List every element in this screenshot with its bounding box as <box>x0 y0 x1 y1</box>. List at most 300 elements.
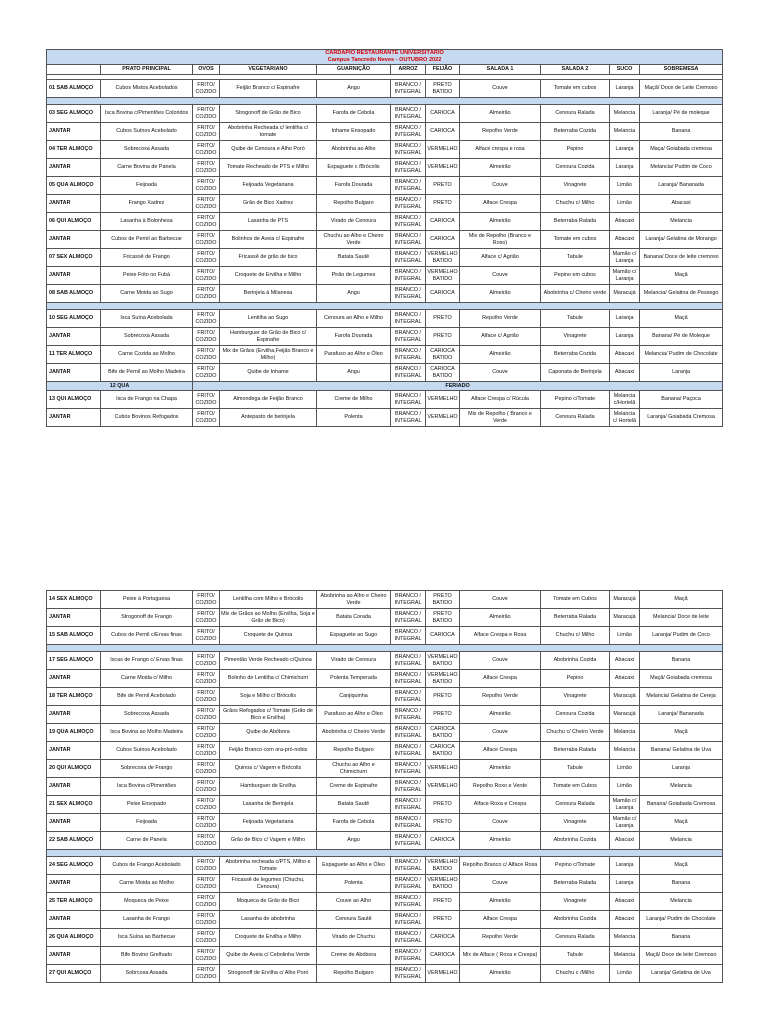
rice-cell: BRANCO / INTEGRAL <box>391 346 426 364</box>
juice-cell: Melancia <box>610 105 640 123</box>
vegetarian-cell: Mix de Grãos ao Molho (Ervilha, Soja e Grão de Bico) <box>220 609 317 627</box>
beans-cell: PRETO BATIDO <box>426 80 460 98</box>
rice-cell: BRANCO / INTEGRAL <box>391 328 426 346</box>
main-dish-cell: Peixe Ensopado <box>101 796 193 814</box>
juice-cell: Limão <box>610 627 640 645</box>
salad1-cell: Couve <box>460 267 541 285</box>
rice-cell: BRANCO / INTEGRAL <box>391 391 426 409</box>
side-dish-cell: Virado de Cenoura <box>317 213 391 231</box>
dessert-cell: Banana <box>640 652 723 670</box>
eggs-cell: FRITO/ COZIDO <box>193 778 220 796</box>
vegetarian-cell: Tomate Recheado de PTS e Milho <box>220 159 317 177</box>
day-cell: 22 SAB ALMOÇO <box>47 832 101 850</box>
salad2-cell: Beterraba Ralada <box>541 213 610 231</box>
juice-cell: Abacaxi <box>610 832 640 850</box>
rice-cell: BRANCO / INTEGRAL <box>391 141 426 159</box>
side-dish-cell: Angu <box>317 285 391 303</box>
dessert-cell: Maçã <box>640 591 723 609</box>
juice-cell: Abacaxi <box>610 364 640 382</box>
beans-cell: PRETO <box>426 688 460 706</box>
rice-cell: BRANCO / INTEGRAL <box>391 177 426 195</box>
salad1-cell: Couve <box>460 724 541 742</box>
side-dish-cell: Chuchu ao Alho e Chimichurri <box>317 760 391 778</box>
main-dish-cell: Feijoada <box>101 177 193 195</box>
eggs-cell: FRITO/ COZIDO <box>193 947 220 965</box>
vegetarian-cell: Strogonoff de Grão de Bico <box>220 105 317 123</box>
juice-cell: Mamão c/ Laranja <box>610 249 640 267</box>
beans-cell: VERMELHO <box>426 965 460 983</box>
vegetarian-cell: Lasanha de Berinjela <box>220 796 317 814</box>
menu-row <box>47 947 723 965</box>
juice-cell: Abacaxi <box>610 652 640 670</box>
day-cell: 21 SEX ALMOÇO <box>47 796 101 814</box>
juice-cell: Laranja <box>610 875 640 893</box>
eggs-cell: FRITO/ COZIDO <box>193 328 220 346</box>
beans-cell: CARIOCA <box>426 105 460 123</box>
beans-cell: PRETO BATIDO <box>426 591 460 609</box>
day-cell: 08 SAB ALMOÇO <box>47 285 101 303</box>
rice-cell: BRANCO / INTEGRAL <box>391 267 426 285</box>
juice-cell: Limão <box>610 177 640 195</box>
rice-cell: BRANCO / INTEGRAL <box>391 688 426 706</box>
eggs-cell: FRITO/ COZIDO <box>193 249 220 267</box>
salad2-cell: Chuchu c /Milho <box>541 965 610 983</box>
rice-cell: BRANCO / INTEGRAL <box>391 832 426 850</box>
rice-cell: BRANCO / INTEGRAL <box>391 814 426 832</box>
day-cell: 13 QUI ALMOÇO <box>47 391 101 409</box>
menu-table-2 <box>46 590 723 983</box>
vegetarian-cell: Quibe de Abóbora <box>220 724 317 742</box>
rice-cell: BRANCO / INTEGRAL <box>391 80 426 98</box>
main-dish-cell: Carne Bovina de Panela <box>101 159 193 177</box>
dessert-cell: Melancia/ Doce de leite <box>640 609 723 627</box>
eggs-cell: FRITO/ COZIDO <box>193 652 220 670</box>
menu-row <box>47 670 723 688</box>
dessert-cell: Maça/ Goiabada cremosa <box>640 141 723 159</box>
menu-row <box>47 609 723 627</box>
side-dish-cell: Farofa Dourada <box>317 177 391 195</box>
eggs-cell: FRITO/ COZIDO <box>193 310 220 328</box>
side-dish-cell: Parafuso ao Alho e Óleo <box>317 706 391 724</box>
menu-row <box>47 177 723 195</box>
main-dish-cell: Bife Bovino Grelhado <box>101 947 193 965</box>
rice-cell: BRANCO / INTEGRAL <box>391 627 426 645</box>
salad2-cell: Chuchu c/ Cheiro Verde <box>541 724 610 742</box>
salad1-cell: Almeirão <box>460 893 541 911</box>
side-dish-cell: Farofa Dourada <box>317 328 391 346</box>
juice-cell: Maracujá <box>610 706 640 724</box>
juice-cell: Mamão c/ Laranja <box>610 814 640 832</box>
dessert-cell: Banana/ Goiabada Cremosa <box>640 796 723 814</box>
salad1-cell: Almeirão <box>460 159 541 177</box>
side-dish-cell: Virado de Chuchu <box>317 929 391 947</box>
rice-cell: BRANCO / INTEGRAL <box>391 724 426 742</box>
salad2-cell: Vinagrete <box>541 688 610 706</box>
dessert-cell: Banana/ Doce de leite cremoso <box>640 249 723 267</box>
main-dish-cell: Peixe Frito no Fubá <box>101 267 193 285</box>
day-cell: JANTAR <box>47 814 101 832</box>
separator-cell <box>47 98 723 105</box>
dessert-cell: Banana <box>640 875 723 893</box>
eggs-cell: FRITO/ COZIDO <box>193 123 220 141</box>
side-dish-cell: Batata Corada <box>317 609 391 627</box>
eggs-cell: FRITO/ COZIDO <box>193 742 220 760</box>
salad2-cell: Tomate em cubos <box>541 231 610 249</box>
menu-sheet-1 <box>46 49 722 427</box>
rice-cell: BRANCO / INTEGRAL <box>391 652 426 670</box>
day-cell: 07 SEX ALMOÇO <box>47 249 101 267</box>
vegetarian-cell: Bolinhos de Aveia c/ Espinafre <box>220 231 317 249</box>
main-dish-cell: Isca Bovina c/Pimentões Coloridos <box>101 105 193 123</box>
salad2-cell: Beterraba Ralada <box>541 742 610 760</box>
main-dish-cell: Bife de Pernil ao Molho Madeira <box>101 364 193 382</box>
dessert-cell: Melancia <box>640 213 723 231</box>
juice-cell: Abacaxi <box>610 893 640 911</box>
salad2-cell: Cenoura Cozida <box>541 159 610 177</box>
side-dish-cell: Creme de Espinafre <box>317 778 391 796</box>
salad2-cell: Cenoura Ralada <box>541 796 610 814</box>
rice-cell: BRANCO / INTEGRAL <box>391 285 426 303</box>
rice-cell: BRANCO / INTEGRAL <box>391 947 426 965</box>
menu-row <box>47 328 723 346</box>
salad1-cell: Mix de Repolho (Branco e Roxo) <box>460 231 541 249</box>
main-dish-cell: Carne Moida c/ Milho <box>101 670 193 688</box>
side-dish-cell: Polenta <box>317 875 391 893</box>
header-row <box>47 65 723 75</box>
week-separator <box>47 645 723 652</box>
eggs-cell: FRITO/ COZIDO <box>193 213 220 231</box>
salad1-cell: Almeirão <box>460 965 541 983</box>
beans-cell: CARIOCA <box>426 285 460 303</box>
vegetarian-cell: Bolinho de Lentilha c/ Chimichurri <box>220 670 317 688</box>
beans-cell: VERMELHO <box>426 778 460 796</box>
day-cell: JANTAR <box>47 409 101 427</box>
menu-row <box>47 159 723 177</box>
beans-cell: VERMELHO <box>426 760 460 778</box>
beans-cell: PRETO <box>426 911 460 929</box>
column-header: SALADA 2 <box>541 65 610 75</box>
vegetarian-cell: Lasanha de abobrinha <box>220 911 317 929</box>
juice-cell: Laranja <box>610 310 640 328</box>
eggs-cell: FRITO/ COZIDO <box>193 875 220 893</box>
rice-cell: BRANCO / INTEGRAL <box>391 609 426 627</box>
vegetarian-cell: Moqueca de Grão de Bico <box>220 893 317 911</box>
main-dish-cell: Sobrecoxa Assada <box>101 328 193 346</box>
dessert-cell: Maçã/ Goiabada cremosa <box>640 670 723 688</box>
salad1-cell: Almeirão <box>460 285 541 303</box>
vegetarian-cell: Hamburguer de Grão de Bico c/ Espinafre <box>220 328 317 346</box>
side-dish-cell: Espaguete c /Brócolis <box>317 159 391 177</box>
dessert-cell: Maçã <box>640 310 723 328</box>
column-header: OVOS <box>193 65 220 75</box>
main-dish-cell: Frango Xadrez <box>101 195 193 213</box>
column-header: VEGETARIANO <box>220 65 317 75</box>
salad2-cell: Vinagrete <box>541 177 610 195</box>
juice-cell: Laranja <box>610 159 640 177</box>
day-cell: 03 SEG ALMOÇO <box>47 105 101 123</box>
menu-row <box>47 195 723 213</box>
main-dish-cell: Cubos de Frango Acebolado <box>101 857 193 875</box>
salad1-cell: Repolho Verde <box>460 310 541 328</box>
rice-cell: BRANCO / INTEGRAL <box>391 195 426 213</box>
main-dish-cell: Peixe à Portuguesa <box>101 591 193 609</box>
beans-cell: PRETO <box>426 814 460 832</box>
salad1-cell: Alface c/ Agrião <box>460 328 541 346</box>
menu-row <box>47 249 723 267</box>
dessert-cell: Banana <box>640 929 723 947</box>
eggs-cell: FRITO/ COZIDO <box>193 285 220 303</box>
separator-cell <box>47 645 723 652</box>
main-dish-cell: Cubos Suínos Acebolado <box>101 123 193 141</box>
menu-row <box>47 141 723 159</box>
day-cell: 19 QUA ALMOÇO <box>47 724 101 742</box>
salad2-cell: Vinagrete <box>541 893 610 911</box>
menu-row <box>47 627 723 645</box>
beans-cell: VERMELHO <box>426 159 460 177</box>
day-cell: JANTAR <box>47 875 101 893</box>
rice-cell: BRANCO / INTEGRAL <box>391 796 426 814</box>
vegetarian-cell: Pimentão Verde Recheado c/Quinoa <box>220 652 317 670</box>
menu-row <box>47 724 723 742</box>
rice-cell: BRANCO / INTEGRAL <box>391 670 426 688</box>
menu-row <box>47 760 723 778</box>
vegetarian-cell: Feijão Branco com ora-pró-nobis <box>220 742 317 760</box>
menu-row <box>47 346 723 364</box>
vegetarian-cell: Feijão Branco c/ Espinafre <box>220 80 317 98</box>
side-dish-cell: Repolho Bulgaro <box>317 965 391 983</box>
salad1-cell: Alface Crespa c/ Rúcula <box>460 391 541 409</box>
side-dish-cell: Couve ao Alho <box>317 893 391 911</box>
juice-cell: Maracujá <box>610 591 640 609</box>
day-cell: JANTAR <box>47 670 101 688</box>
beans-cell: VERMELHO <box>426 141 460 159</box>
salad2-cell: Cenoura Ralada <box>541 929 610 947</box>
salad2-cell: Beterraba Ralada <box>541 609 610 627</box>
beans-cell: VERMELHO BATIDO <box>426 249 460 267</box>
vegetarian-cell: Quibe de Aveia c/ Cebolinha Verde <box>220 947 317 965</box>
day-cell: JANTAR <box>47 231 101 249</box>
main-dish-cell: Sobrecoxa Assada <box>101 706 193 724</box>
salad2-cell: Beterraba Cozida <box>541 123 610 141</box>
eggs-cell: FRITO/ COZIDO <box>193 80 220 98</box>
day-cell: 24 SEG ALMOÇO <box>47 857 101 875</box>
rice-cell: BRANCO / INTEGRAL <box>391 249 426 267</box>
rice-cell: BRANCO / INTEGRAL <box>391 105 426 123</box>
side-dish-cell: Creme de Milho <box>317 391 391 409</box>
salad2-cell: Beterraba Cozida <box>541 346 610 364</box>
juice-cell: Melancia <box>610 929 640 947</box>
rice-cell: BRANCO / INTEGRAL <box>391 857 426 875</box>
dessert-cell: Melancia/ Gelatina de Pessego <box>640 285 723 303</box>
salad1-cell: Couve <box>460 591 541 609</box>
eggs-cell: FRITO/ COZIDO <box>193 706 220 724</box>
eggs-cell: FRITO/ COZIDO <box>193 105 220 123</box>
juice-cell: Limão <box>610 965 640 983</box>
dessert-cell: Maçã/ Doce de Leite Cremoso <box>640 80 723 98</box>
juice-cell: Laranja <box>610 80 640 98</box>
eggs-cell: FRITO/ COZIDO <box>193 929 220 947</box>
column-header: SOBREMESA <box>640 65 723 75</box>
dessert-cell: Laranja <box>640 364 723 382</box>
holiday-label: FERIADO <box>193 382 723 391</box>
menu-row <box>47 409 723 427</box>
salad2-cell: Vinagrete <box>541 328 610 346</box>
side-dish-cell: Espaguete ao Sugo <box>317 627 391 645</box>
eggs-cell: FRITO/ COZIDO <box>193 409 220 427</box>
menu-row <box>47 857 723 875</box>
side-dish-cell: Cenoura ao Alho e Milho <box>317 310 391 328</box>
menu-table-1 <box>46 49 723 427</box>
vegetarian-cell: Grão de Bico c/ Vagem e Milho <box>220 832 317 850</box>
dessert-cell: Laranja <box>640 760 723 778</box>
rice-cell: BRANCO / INTEGRAL <box>391 911 426 929</box>
vegetarian-cell: Soja e Milho c/ Brócolis <box>220 688 317 706</box>
vegetarian-cell: Croquete de Quinoa <box>220 627 317 645</box>
main-dish-cell: Carne Moida ao Molho <box>101 875 193 893</box>
day-cell: JANTAR <box>47 123 101 141</box>
day-cell: 04 TER ALMOÇO <box>47 141 101 159</box>
vegetarian-cell: Croquete de Ervilha e Milho <box>220 929 317 947</box>
main-dish-cell: Carne Cozida ao Molho <box>101 346 193 364</box>
column-header: FEIJÃO <box>426 65 460 75</box>
beans-cell: CARIOCA <box>426 123 460 141</box>
salad1-cell: Alface Crespa <box>460 195 541 213</box>
rice-cell: BRANCO / INTEGRAL <box>391 213 426 231</box>
dessert-cell: Banana/ Pé de Moleque <box>640 328 723 346</box>
day-cell: 06 QUI ALMOÇO <box>47 213 101 231</box>
eggs-cell: FRITO/ COZIDO <box>193 911 220 929</box>
holiday-day: 12 QUA <box>47 382 193 391</box>
rice-cell: BRANCO / INTEGRAL <box>391 778 426 796</box>
juice-cell: Limão <box>610 195 640 213</box>
salad2-cell: Cenoura Ralada <box>541 409 610 427</box>
day-cell: 17 SEG ALMOÇO <box>47 652 101 670</box>
salad1-cell: Alface Crespa <box>460 670 541 688</box>
salad2-cell: Tabule <box>541 760 610 778</box>
salad2-cell: Cenoura Ralada <box>541 105 610 123</box>
dessert-cell: Laranja/ Gelatina de Uva <box>640 965 723 983</box>
eggs-cell: FRITO/ COZIDO <box>193 364 220 382</box>
menu-sheet-2 <box>46 590 722 983</box>
salad2-cell: Abobrinha Cozida <box>541 652 610 670</box>
beans-cell: VERMELHO <box>426 409 460 427</box>
column-header: SUCO <box>610 65 640 75</box>
juice-cell: Abacaxi <box>610 670 640 688</box>
vegetarian-cell: Grão de Bico Xadrez <box>220 195 317 213</box>
menu-row <box>47 875 723 893</box>
dessert-cell: Maçã <box>640 724 723 742</box>
vegetarian-cell: Antepasto de berinjela <box>220 409 317 427</box>
eggs-cell: FRITO/ COZIDO <box>193 670 220 688</box>
juice-cell: Melancia <box>610 724 640 742</box>
vegetarian-cell: Grãos Refogados c/ Tomate (Grão de Bico e Ervilha) <box>220 706 317 724</box>
day-cell: 11 TER ALMOÇO <box>47 346 101 364</box>
dessert-cell: Melancia <box>640 832 723 850</box>
menu-row <box>47 591 723 609</box>
menu-row <box>47 267 723 285</box>
salad2-cell: Tomate em Cubos <box>541 778 610 796</box>
main-dish-cell: Sobrcoxa Assada <box>101 965 193 983</box>
day-cell: JANTAR <box>47 267 101 285</box>
beans-cell: PRETO <box>426 310 460 328</box>
column-header: PRATO PRINCIPAL <box>101 65 193 75</box>
salad1-cell: Alface Crespa e Rosa <box>460 627 541 645</box>
side-dish-cell: Pirão de Legumes <box>317 267 391 285</box>
beans-cell: VERMELHO BATIDO <box>426 652 460 670</box>
column-header: SALADA 1 <box>460 65 541 75</box>
day-cell: 26 QUA ALMOÇO <box>47 929 101 947</box>
day-cell: 01 SAB ALMOÇO <box>47 80 101 98</box>
dessert-cell: Laranja/ Pudim de Coco <box>640 627 723 645</box>
salad1-cell: Alface Roxa e Crespa <box>460 796 541 814</box>
beans-cell: PRETO <box>426 796 460 814</box>
beans-cell: CARIOCA <box>426 947 460 965</box>
salad2-cell: Tabule <box>541 310 610 328</box>
salad2-cell: Pepino <box>541 670 610 688</box>
eggs-cell: FRITO/ COZIDO <box>193 965 220 983</box>
main-dish-cell: Cubos Suínos Acebolado <box>101 742 193 760</box>
eggs-cell: FRITO/ COZIDO <box>193 609 220 627</box>
side-dish-cell: Repolho Bulgaro <box>317 195 391 213</box>
side-dish-cell: Canjiquinha <box>317 688 391 706</box>
side-dish-cell: Parafuso ao Alho e Óleo <box>317 346 391 364</box>
salad2-cell: Beterraba Ralada <box>541 875 610 893</box>
beans-cell: VERMELHO BATIDO <box>426 857 460 875</box>
main-dish-cell: Sobrecoxa Assada <box>101 141 193 159</box>
salad1-cell: Couve <box>460 875 541 893</box>
main-dish-cell: Cubos de Pernil ao Barbecue <box>101 231 193 249</box>
beans-cell: CARIOCA BATIDO <box>426 364 460 382</box>
menu-row <box>47 706 723 724</box>
salad1-cell: Almeirão <box>460 832 541 850</box>
side-dish-cell: Creme de Abóbora <box>317 947 391 965</box>
week-separator <box>47 98 723 105</box>
eggs-cell: FRITO/ COZIDO <box>193 688 220 706</box>
column-header: GUARNIÇÃO <box>317 65 391 75</box>
salad1-cell: Repolho Branco c/ Alface Roxa <box>460 857 541 875</box>
salad2-cell: Chuchu c/ Milho <box>541 195 610 213</box>
eggs-cell: FRITO/ COZIDO <box>193 857 220 875</box>
day-cell: 25 TER ALMOÇO <box>47 893 101 911</box>
salad1-cell: Mix de Alface ( Roxa e Crespa) <box>460 947 541 965</box>
vegetarian-cell: Feijoada Vegetariana <box>220 814 317 832</box>
menu-row <box>47 310 723 328</box>
dessert-cell: Laranja/ Bananada <box>640 706 723 724</box>
juice-cell: Limão <box>610 760 640 778</box>
beans-cell: VERMELHO <box>426 391 460 409</box>
side-dish-cell: Farofa de Cebola <box>317 814 391 832</box>
side-dish-cell: Polenta Temperada <box>317 670 391 688</box>
day-cell: 15 SAB ALMOÇO <box>47 627 101 645</box>
salad1-cell: Alface Crespa <box>460 911 541 929</box>
day-cell: JANTAR <box>47 911 101 929</box>
day-cell: JANTAR <box>47 706 101 724</box>
vegetarian-cell: Strogonoff de Ervilha c/ Alho Poró <box>220 965 317 983</box>
dessert-cell: Maçã/ Doce de leite Cremoso <box>640 947 723 965</box>
menu-row <box>47 814 723 832</box>
side-dish-cell: Virado de Cenoura <box>317 652 391 670</box>
beans-cell: CARIOCA <box>426 929 460 947</box>
day-cell: 27 QUI ALMOÇO <box>47 965 101 983</box>
side-dish-cell: Batata Sautê <box>317 249 391 267</box>
rice-cell: BRANCO / INTEGRAL <box>391 929 426 947</box>
salad2-cell: Tomate em Cubos <box>541 591 610 609</box>
salad2-cell: Cenoura Cozida <box>541 706 610 724</box>
dessert-cell: Maçã <box>640 267 723 285</box>
eggs-cell: FRITO/ COZIDO <box>193 760 220 778</box>
salad1-cell: Alface crespa e rosa <box>460 141 541 159</box>
day-cell: JANTAR <box>47 364 101 382</box>
